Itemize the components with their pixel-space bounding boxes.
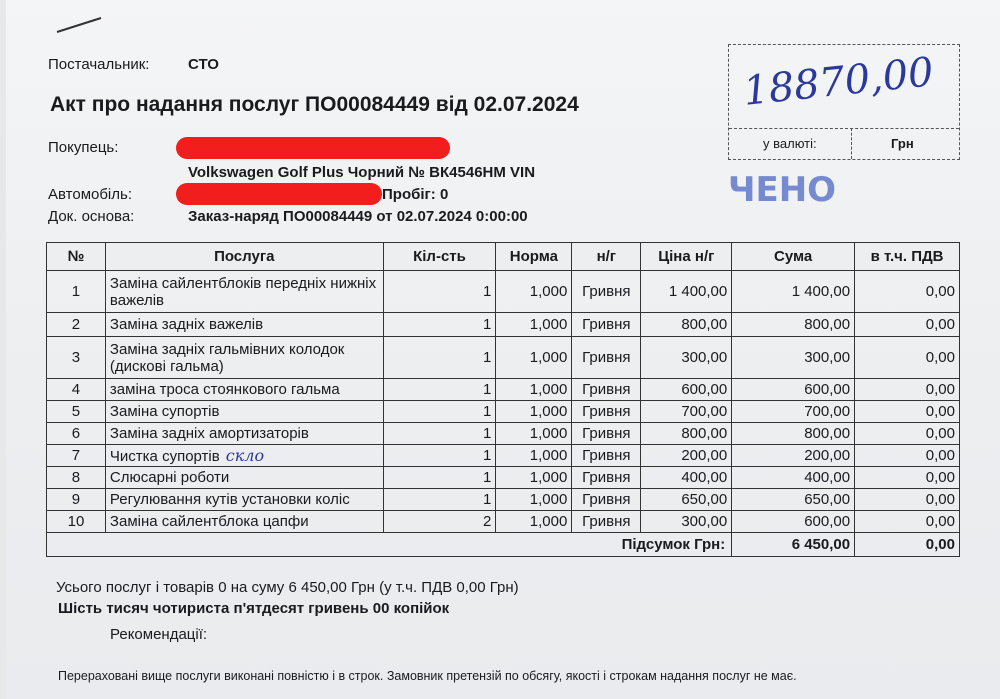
act-title: Акт про надання послуг ПО00084449 від 02.07.2024 [50,93,579,116]
car-label: Автомобіль: [48,186,133,203]
subtotal-row [47,533,960,557]
services-table [46,242,960,557]
summary-line: Усього послуг і товарів 0 на суму 6 450,00 Грн (у т.ч. ПДВ 0,00 Грн) [56,579,519,596]
row-service: Чистка супортів [109,447,220,465]
row-sum: 400,00 [732,467,855,489]
row-qty: 1 [383,379,496,401]
row-norm: 1,000 [496,337,572,379]
row-price: 700,00 [641,401,732,423]
row-service: заміна троса стоянкового гальма [105,379,383,401]
row-vat: 0,00 [855,467,960,489]
handwritten-note: скло [225,445,265,465]
row-unit: Гривня [572,423,641,445]
row-number: 1 [47,271,106,313]
currency-label: у валюті: [763,136,817,151]
row-price: 300,00 [641,337,732,379]
vehicle-line: Volkswagen Golf Plus Чорний № ВК4546НМ VIN [188,164,536,181]
table-row [47,313,960,337]
col-header-price: Ціна н/г [641,243,732,271]
table-row [47,337,960,379]
table-row [47,467,960,489]
mileage: Пробіг: 0 [382,186,449,203]
row-price: 800,00 [641,313,732,337]
row-qty: 1 [383,467,496,489]
row-number: 2 [47,313,106,337]
table-row [47,511,960,533]
row-price: 200,00 [641,445,732,467]
row-service: Регулювання кутів установки коліс [105,489,383,511]
basis-value: Заказ-наряд ПО00084449 от 02.07.2024 0:00:00 [188,208,528,225]
handwritten-total: 18870,00 [741,49,936,115]
row-sum: 600,00 [732,379,855,401]
row-qty: 1 [383,401,496,423]
row-price: 400,00 [641,467,732,489]
row-unit: Гривня [572,271,641,313]
row-vat: 0,00 [855,379,960,401]
row-sum: 700,00 [732,401,855,423]
row-vat: 0,00 [855,401,960,423]
col-header-sum: Сума [732,243,855,271]
currency-value: Грн [891,136,914,151]
row-qty: 1 [383,337,496,379]
row-vat: 0,00 [855,337,960,379]
row-price: 650,00 [641,489,732,511]
row-norm: 1,000 [496,379,572,401]
row-norm: 1,000 [496,423,572,445]
subtotal-label: Підсумок Грн: [47,533,732,557]
col-header-qty: Кіл-сть [383,243,496,271]
total-box-divider [851,128,852,159]
row-qty: 1 [383,271,496,313]
total-box-divider [729,128,959,129]
row-norm: 1,000 [496,489,572,511]
row-number: 9 [47,489,106,511]
row-sum: 1 400,00 [732,271,855,313]
row-sum: 800,00 [732,423,855,445]
row-unit: Гривня [572,313,641,337]
table-row [47,379,960,401]
row-norm: 1,000 [496,511,572,533]
row-unit: Гривня [572,337,641,379]
row-qty: 1 [383,489,496,511]
row-unit: Гривня [572,445,641,467]
row-unit: Гривня [572,401,641,423]
row-unit: Гривня [572,467,641,489]
subtotal-vat: 0,00 [855,533,960,557]
table-header-row [47,243,960,271]
subtotal-sum: 6 450,00 [732,533,855,557]
row-qty: 2 [383,511,496,533]
supplier-value: СТО [188,56,219,73]
row-service: Слюсарні роботи [105,467,383,489]
row-sum: 800,00 [732,313,855,337]
row-norm: 1,000 [496,467,572,489]
row-sum: 200,00 [732,445,855,467]
row-number: 10 [47,511,106,533]
row-price: 800,00 [641,423,732,445]
row-norm: 1,000 [496,445,572,467]
row-price: 1 400,00 [641,271,732,313]
row-vat: 0,00 [855,445,960,467]
table-row [47,423,960,445]
row-vat: 0,00 [855,489,960,511]
row-sum: 650,00 [732,489,855,511]
row-vat: 0,00 [855,271,960,313]
row-service: Заміна задніх важелів [105,313,383,337]
row-number: 5 [47,401,106,423]
row-unit: Гривня [572,379,641,401]
col-header-number: № [47,243,106,271]
col-header-unit: н/г [572,243,641,271]
row-norm: 1,000 [496,313,572,337]
row-unit: Гривня [572,489,641,511]
row-qty: 1 [383,313,496,337]
row-norm: 1,000 [496,401,572,423]
row-vat: 0,00 [855,423,960,445]
supplier-label: Постачальник: [48,56,150,73]
row-service [105,445,383,467]
row-vat: 0,00 [855,511,960,533]
row-norm: 1,000 [496,271,572,313]
row-number: 6 [47,423,106,445]
basis-label: Док. основа: [48,208,135,225]
table-row [47,445,960,467]
row-sum: 600,00 [732,511,855,533]
col-header-service: Послуга [105,243,383,271]
amount-in-words: Шість тисяч чотириста п'ятдесят гривень 00 копійок [58,600,450,617]
row-vat: 0,00 [855,313,960,337]
table-row [47,401,960,423]
redaction-bar [176,183,382,205]
row-number: 4 [47,379,106,401]
row-service: Заміна сайлентблока цапфи [105,511,383,533]
row-price: 600,00 [641,379,732,401]
row-qty: 1 [383,423,496,445]
row-service: Заміна супортів [105,401,383,423]
row-number: 7 [47,445,106,467]
buyer-label: Покупець: [48,139,119,156]
recommendations-label: Рекомендації: [110,626,208,643]
pen-stroke-mark [55,14,105,36]
row-number: 8 [47,467,106,489]
row-service: Заміна задніх амортизаторів [105,423,383,445]
col-header-vat: в т.ч. ПДВ [855,243,960,271]
row-unit: Гривня [572,511,641,533]
row-price: 300,00 [641,511,732,533]
col-header-norm: Норма [496,243,572,271]
total-box [728,44,960,160]
row-number: 3 [47,337,106,379]
footer-note: Перераховані вище послуги виконані повністю і в строк. Замовник претензій по обсягу, якості і строкам надання послуг не має. [58,669,797,683]
row-service: Заміна задніх гальмівних колодок (дискові гальма) [105,337,383,379]
redaction-bar [176,137,450,159]
row-service: Заміна сайлентблоків передніх нижніх важелів [105,271,383,313]
table-row [47,489,960,511]
table-row [47,271,960,313]
row-sum: 300,00 [732,337,855,379]
row-qty: 1 [383,445,496,467]
stamp-text: ЧЕНО [728,170,837,210]
